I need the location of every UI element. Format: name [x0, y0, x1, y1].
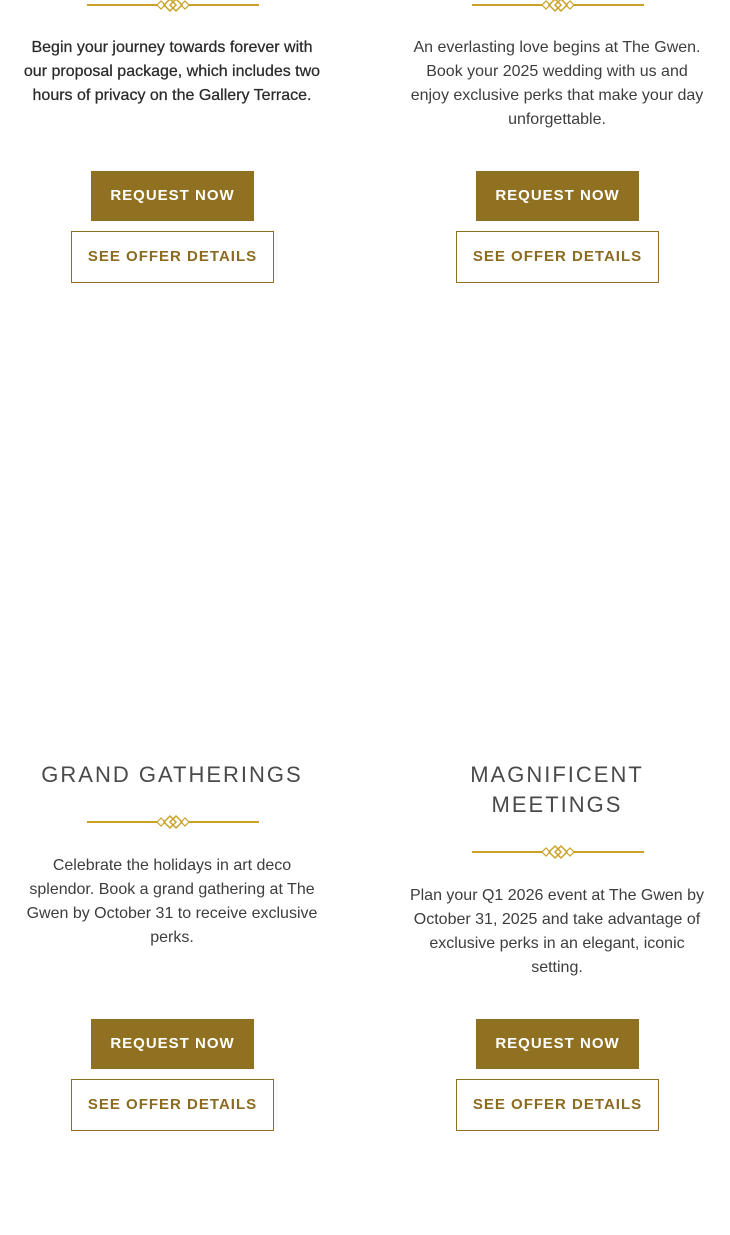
offer-card-magnificent-meetings	[407, 760, 707, 1140]
see-offer-details-button[interactable]: SEE OFFER DETAILS	[456, 1079, 659, 1131]
see-offer-details-button[interactable]: SEE OFFER DETAILS	[71, 1079, 274, 1131]
request-now-button[interactable]: REQUEST NOW	[476, 1019, 639, 1069]
offer-title: MAGNIFICENT MEETINGS	[470, 762, 644, 817]
offer-description: An everlasting love begins at The Gwen. Book your 2025 wedding with us and enjoy exclusive perks that make your day unforgettable.	[410, 39, 704, 128]
request-now-button[interactable]: REQUEST NOW	[476, 171, 639, 221]
see-offer-details-button[interactable]: SEE OFFER DETAILS	[71, 231, 274, 283]
see-offer-details-button[interactable]: SEE OFFER DETAILS	[456, 231, 659, 283]
offer-card-proposal	[22, 0, 322, 290]
offer-card-wedding	[407, 0, 707, 290]
art-deco-divider-icon	[87, 0, 259, 16]
offer-description: Plan your Q1 2026 event at The Gwen by October 31, 2025 and take advantage of exclusive perks in an elegant, iconic setting.	[409, 887, 705, 976]
offer-description: Celebrate the holidays in art deco splendor. Book a grand gathering at The Gwen by October 31 to receive exclusive perks.	[26, 857, 318, 946]
offer-card-grand-gatherings	[22, 760, 322, 1140]
art-deco-divider-icon	[472, 0, 644, 16]
offer-description: Begin your journey towards forever with our proposal package, which includes two hours of privacy on the Gallery Terrace.	[23, 39, 321, 104]
art-deco-divider-icon	[472, 841, 644, 863]
request-now-button[interactable]: REQUEST NOW	[91, 1019, 254, 1069]
art-deco-divider-icon	[87, 811, 259, 833]
offer-title: GRAND GATHERINGS	[41, 762, 303, 787]
request-now-button[interactable]: REQUEST NOW	[91, 171, 254, 221]
